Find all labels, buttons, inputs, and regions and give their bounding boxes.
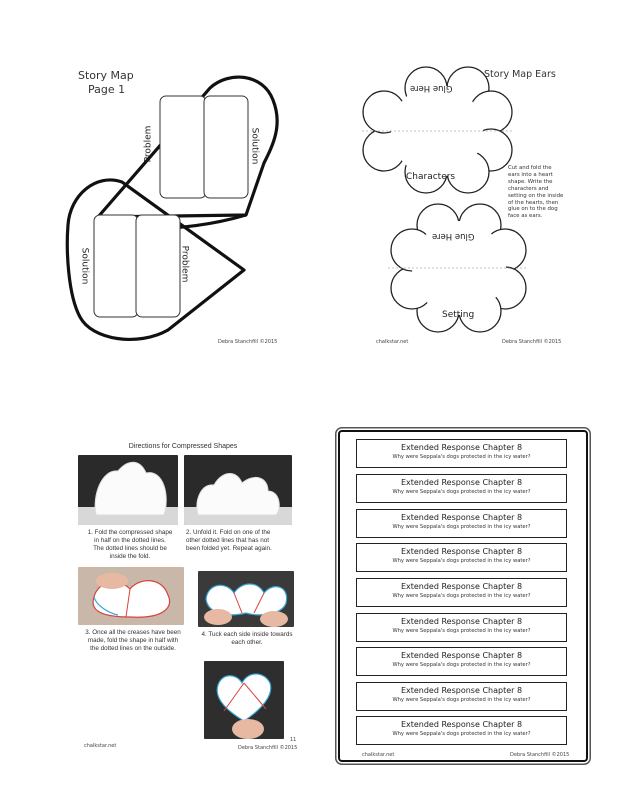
strip-question: Why were Seppala's dogs protected in the icy water? xyxy=(392,697,531,703)
step1-line: inside the fold. xyxy=(109,553,151,560)
upper-problem-label: Problem xyxy=(143,125,154,163)
response-strip xyxy=(356,474,567,503)
page4-credit: Debra Stanchfill ©2015 xyxy=(510,752,570,758)
strip-question: Why were Seppala's dogs protected in the icy water? xyxy=(392,593,531,599)
strip-question: Why were Seppala's dogs protected in the icy water? xyxy=(392,454,531,460)
strip-question: Why were Seppala's dogs protected in the icy water? xyxy=(392,628,531,634)
response-strip xyxy=(356,613,567,642)
bottom-glue-label: Glue Here xyxy=(432,231,475,241)
response-strip xyxy=(356,682,567,711)
page3-site: chalkstar.net xyxy=(84,743,117,749)
lower-solution-label: Solution xyxy=(79,247,90,285)
page-story-map-ears xyxy=(340,55,580,355)
strip-title: Extended Response Chapter 8 xyxy=(400,513,523,522)
page2-title: Story Map Ears xyxy=(484,69,556,80)
page3-page-num: 11 xyxy=(290,737,297,743)
photo-step3 xyxy=(78,567,184,625)
strip-question: Why were Seppala's dogs protected in the icy water? xyxy=(392,731,531,737)
page3-title: Directions for Compressed Shapes xyxy=(128,443,238,450)
strip-title: Extended Response Chapter 8 xyxy=(400,617,523,626)
photo-step4 xyxy=(198,571,294,627)
strip-question: Why were Seppala's dogs protected in the icy water? xyxy=(392,662,531,668)
step4-line: each other. xyxy=(231,639,263,646)
strip-question: Why were Seppala's dogs protected in the icy water? xyxy=(392,489,531,495)
strip-question: Why were Seppala's dogs protected in the icy water? xyxy=(392,558,531,564)
upper-solution-label: Solution xyxy=(249,127,260,165)
response-strip xyxy=(356,509,567,538)
page-story-map-1 xyxy=(58,55,298,355)
response-strip xyxy=(356,439,567,468)
step1-line: 1. Fold the compressed shape xyxy=(87,529,173,536)
strip-title: Extended Response Chapter 8 xyxy=(400,651,523,660)
step3-caption xyxy=(74,629,192,653)
folded-shape-icon xyxy=(78,455,178,525)
setting-label: Setting xyxy=(442,310,475,320)
response-strip xyxy=(356,716,567,745)
step3-line: the dotted lines on the outside. xyxy=(90,645,176,652)
instr-line: ears into a heart xyxy=(508,171,553,178)
lower-problem-box xyxy=(136,215,180,317)
step2-caption xyxy=(186,529,298,553)
step2-line: other dotted lines that has not xyxy=(186,537,269,544)
strip-title: Extended Response Chapter 8 xyxy=(400,582,523,591)
page4-site: chalkstar.net xyxy=(362,752,395,758)
instr-line: Cut and fold the xyxy=(508,165,552,171)
step4-line: 4. Tuck each side inside towards xyxy=(201,631,293,638)
photo-step1 xyxy=(78,455,178,525)
page1-title-line1: Story Map xyxy=(78,69,134,82)
strip-title: Extended Response Chapter 8 xyxy=(400,443,523,452)
response-strip xyxy=(356,578,567,607)
strip-question: Why were Seppala's dogs protected in the icy water? xyxy=(392,524,531,530)
step1-line: in half on the dotted lines. xyxy=(94,537,166,544)
response-strip xyxy=(356,647,567,676)
lower-solution-box xyxy=(94,215,138,317)
folded-shape-icon xyxy=(184,455,292,525)
top-glue-label: Glue Here xyxy=(410,83,453,93)
response-strip xyxy=(356,543,567,572)
photo-step5 xyxy=(204,661,284,739)
upper-solution-box xyxy=(204,96,248,198)
instr-line: glue on to the dog xyxy=(508,206,558,213)
upper-problem-box xyxy=(160,96,206,198)
step4-caption xyxy=(192,631,302,647)
step3-line: made, fold the shape in half with xyxy=(87,637,179,644)
characters-label: Characters xyxy=(406,172,456,182)
instructions-text xyxy=(508,165,574,220)
instr-line: shape. Write the xyxy=(508,178,553,185)
strip-title: Extended Response Chapter 8 xyxy=(400,686,523,695)
hand-folding-icon xyxy=(198,571,294,627)
step3-line: 3. Once all the creases have been xyxy=(85,629,181,636)
heart-diagram xyxy=(58,55,298,355)
hand-folding-icon xyxy=(78,567,184,625)
step1-line: The dotted lines should be xyxy=(93,545,167,552)
strip-title: Extended Response Chapter 8 xyxy=(400,547,523,556)
lower-problem-label: Problem xyxy=(179,245,190,283)
instr-line: face as ears. xyxy=(508,213,543,220)
strip-title: Extended Response Chapter 8 xyxy=(400,720,523,729)
strip-title: Extended Response Chapter 8 xyxy=(400,478,523,487)
page3-credit: Debra Stanchfill ©2015 xyxy=(238,745,298,751)
page1-credit: Debra Stanchfill ©2015 xyxy=(218,339,278,345)
heart-shape-icon xyxy=(204,661,284,739)
instr-line: setting on the inside xyxy=(508,192,564,199)
instr-line: characters and xyxy=(508,185,549,192)
step2-line: 2. Unfold it. Fold on one of the xyxy=(186,529,271,536)
instr-line: of the hearts, then xyxy=(508,199,559,206)
step1-caption xyxy=(76,529,184,561)
page-directions xyxy=(58,425,308,755)
page2-credit: Debra Stanchfill ©2015 xyxy=(502,339,562,345)
page2-site: chalkstar.net xyxy=(376,339,409,345)
page1-title-line2: Page 1 xyxy=(88,83,126,96)
step2-line: been folded yet. Repeat again. xyxy=(186,545,272,552)
photo-step2 xyxy=(184,455,292,525)
